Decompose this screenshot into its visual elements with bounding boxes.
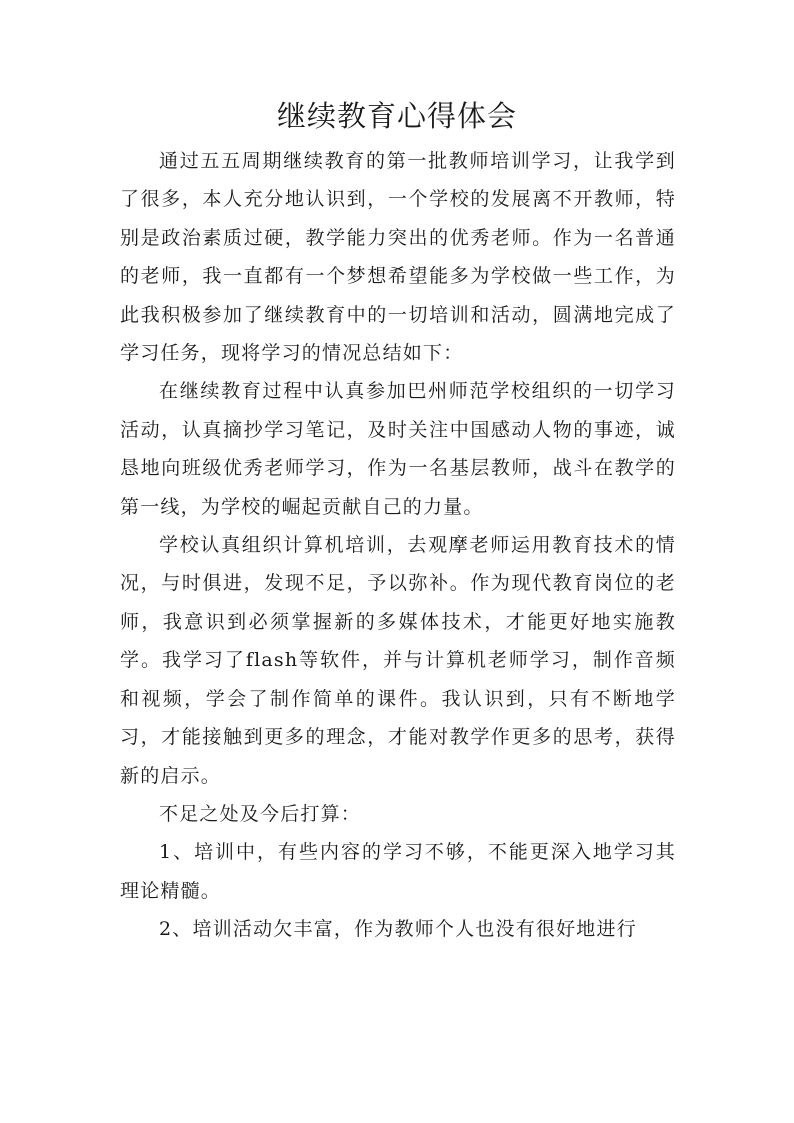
- paragraph-shortcomings-heading: 不足之处及今后打算：: [159, 802, 362, 825]
- paragraph-intro: 通过五五周期继续教育的第一批教师培训学习，让我学到了很多，本人充分地认识到，一个学校的发展离不开教师，特别是政治素质过硬，教学能力突出的优秀老师。作为一名普通的老师，我一直都有一个梦想希望能多为学校做一些工作，为此我积极参加了继续教育中的一切培训和活动，圆满地完成了学习任务，现将学习的情况总结如下：: [120, 150, 676, 365]
- document-body: [120, 142, 676, 949]
- paragraph-continuing-education: 在继续教育过程中认真参加巴州师范学校组织的一切学习活动，认真摘抄学习笔记，及时关注中国感动人物的事迹，诚恳地向班级优秀老师学习，作为一名基层教师，战斗在教学的第一线，为学校的崛起贡献自己的力量。: [120, 380, 676, 518]
- paragraph-shortcoming-2: 2、培训活动欠丰富，作为教师个人也没有很好地进行: [159, 918, 637, 941]
- paragraph-computer-training: 学校认真组织计算机培训，去观摩老师运用教育技术的情况，与时俱进，发现不足，予以弥补。作为现代教育岗位的老师，我意识到必须掌握新的多媒体技术，才能更好地实施教学。我学习了flash等软件，并与计算机老师学习，制作音频和视频，学会了制作简单的课件。我认识到，只有不断地学习，才能接触到更多的理念，才能对教学作更多的思考，获得新的启示。: [120, 534, 676, 787]
- document-title: 继续教育心得体会: [276, 99, 517, 133]
- paragraph-shortcoming-1: 1、培训中，有些内容的学习不够，不能更深入地学习其理论精髓。: [120, 841, 676, 902]
